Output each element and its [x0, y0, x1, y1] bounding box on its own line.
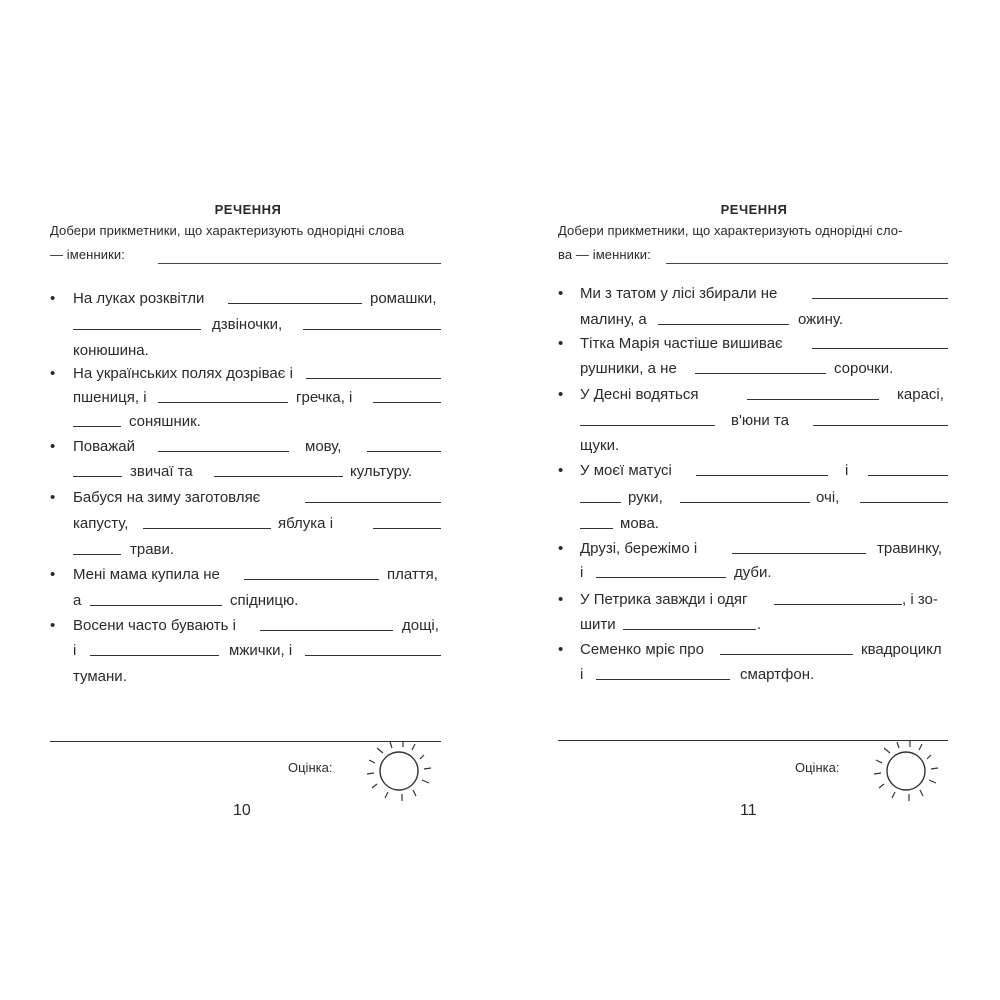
bullet: • — [50, 290, 56, 307]
exercise-text: Мені мама купила не — [73, 566, 220, 583]
bullet: • — [558, 285, 564, 302]
exercise-text: очі, — [816, 489, 840, 506]
answer-blank[interactable] — [696, 475, 828, 476]
bullet: • — [558, 591, 564, 608]
exercise-text: У Десні водяться — [580, 386, 699, 403]
exercise-text: яблука і — [278, 515, 334, 532]
answer-blank[interactable] — [732, 553, 866, 554]
exercise-text: сорочки. — [834, 360, 894, 377]
answer-blank[interactable] — [680, 502, 810, 503]
exercise-text: ромашки, — [370, 290, 437, 307]
exercise-text: На луках розквітли — [73, 290, 205, 307]
answer-blank[interactable] — [580, 502, 621, 503]
page-number: 11 — [740, 802, 757, 819]
exercise-text: культуру. — [350, 463, 413, 480]
exercise-text: пшениця, і — [73, 389, 147, 406]
exercise-text: Друзі, бережімо і — [580, 540, 698, 557]
bullet: • — [50, 365, 56, 382]
answer-blank[interactable] — [596, 577, 726, 578]
exercise-text: , і зо- — [902, 591, 938, 608]
instruction-text: Добери прикметники, що характеризують однорідні сло- — [558, 223, 903, 238]
exercise-text: смартфон. — [740, 666, 815, 683]
answer-blank[interactable] — [774, 604, 902, 605]
exercise-text: гречка, і — [296, 389, 353, 406]
exercise-text: Поважай — [73, 438, 136, 455]
bullet: • — [50, 438, 56, 455]
exercise-text: рушники, а не — [580, 360, 677, 377]
exercise-text: У моєї матусі — [580, 462, 672, 479]
bullet: • — [50, 566, 56, 583]
exercise-text: Восени часто бувають і — [73, 617, 236, 634]
answer-blank[interactable] — [73, 426, 121, 427]
page-number: 10 — [233, 802, 251, 819]
answer-blank[interactable] — [73, 554, 121, 555]
answer-blank[interactable] — [695, 373, 826, 374]
instruction-text: Добери прикметники, що характеризують однорідні слова — [50, 223, 405, 238]
exercise-text: а — [73, 592, 82, 609]
exercise-text: тумани. — [73, 668, 127, 685]
exercise-text: і — [845, 462, 849, 479]
bullet: • — [558, 335, 564, 352]
exercise-text: капусту, — [73, 515, 129, 532]
exercise-text: ожину. — [798, 311, 844, 328]
exercise-text: трави. — [130, 541, 175, 558]
exercise-text: і — [73, 642, 77, 659]
exercise-text: конюшина. — [73, 342, 149, 359]
exercise-text: У Петрика завжди і одяг — [580, 591, 748, 608]
answer-blank[interactable] — [303, 329, 441, 330]
answer-blank[interactable] — [260, 630, 393, 631]
answer-blank[interactable] — [813, 425, 948, 426]
answer-blank[interactable] — [228, 303, 362, 304]
answer-blank[interactable] — [596, 679, 730, 680]
instruction-text: — іменники: — [50, 247, 125, 262]
answer-blank[interactable] — [158, 402, 288, 403]
exercise-text: і — [580, 564, 584, 581]
exercise-text: На українських полях дозріває і — [73, 365, 293, 382]
answer-blank[interactable] — [158, 451, 289, 452]
bullet: • — [558, 540, 564, 557]
exercise-text: руки, — [628, 489, 663, 506]
instruction-text: ва — іменники: — [558, 247, 651, 262]
answer-blank[interactable] — [90, 605, 222, 606]
answer-blank[interactable] — [367, 451, 441, 452]
exercise-text: Семенко мріє про — [580, 641, 704, 658]
page-title: РЕЧЕННЯ — [720, 202, 788, 217]
exercise-text: і — [580, 666, 584, 683]
answer-blank[interactable] — [244, 579, 379, 580]
answer-blank[interactable] — [305, 502, 441, 503]
bullet: • — [558, 386, 564, 403]
exercise-text: плаття, — [387, 566, 438, 583]
bullet: • — [50, 489, 56, 506]
answer-blank[interactable] — [306, 378, 441, 379]
exercise-text: мжички, і — [229, 642, 293, 659]
answer-blank[interactable] — [747, 399, 879, 400]
answer-blank[interactable] — [73, 476, 122, 477]
grade-label: Оцінка: — [795, 760, 840, 775]
bullet: • — [558, 641, 564, 658]
grade-label: Оцінка: — [288, 760, 333, 775]
sun-icon — [355, 738, 439, 804]
exercise-text: травинку, — [877, 540, 943, 557]
answer-blank[interactable] — [623, 629, 756, 630]
answer-blank[interactable] — [373, 528, 441, 529]
answer-blank[interactable] — [812, 298, 948, 299]
exercise-text: . — [757, 616, 762, 633]
exercise-text: малину, а — [580, 311, 647, 328]
sun-icon — [862, 738, 946, 804]
exercise-text: дзвіночки, — [212, 316, 283, 333]
answer-blank[interactable] — [73, 329, 201, 330]
exercise-text: квадроцикл — [861, 641, 942, 658]
exercise-text: соняшник. — [129, 413, 201, 430]
exercise-text: в'юни та — [731, 412, 789, 429]
bullet: • — [558, 462, 564, 479]
answer-blank[interactable] — [143, 528, 271, 529]
exercise-text: мова. — [620, 515, 659, 532]
exercise-text: мову, — [305, 438, 342, 455]
exercise-text: спідницю. — [230, 592, 299, 609]
answer-blank[interactable] — [214, 476, 343, 477]
instruction-underline — [666, 263, 948, 264]
answer-blank[interactable] — [860, 502, 948, 503]
exercise-text: Бабуся на зиму заготовляє — [73, 489, 261, 506]
answer-blank[interactable] — [373, 402, 441, 403]
exercise-text: дощі, — [402, 617, 439, 634]
exercise-text: щуки. — [580, 437, 620, 454]
exercise-text: звичаї та — [130, 463, 193, 480]
instruction-underline — [158, 263, 441, 264]
answer-blank[interactable] — [812, 348, 948, 349]
answer-blank[interactable] — [658, 324, 789, 325]
answer-blank[interactable] — [580, 425, 715, 426]
answer-blank[interactable] — [90, 655, 219, 656]
exercise-text: карасі, — [897, 386, 944, 403]
answer-blank[interactable] — [868, 475, 948, 476]
answer-blank[interactable] — [305, 655, 441, 656]
exercise-text: Тітка Марія частіше вишиває — [580, 335, 783, 352]
exercise-text: шити — [580, 616, 616, 633]
answer-blank[interactable] — [580, 528, 613, 529]
exercise-text: дуби. — [734, 564, 772, 581]
exercise-text: Ми з татом у лісі збирали не — [580, 285, 778, 302]
page-title: РЕЧЕННЯ — [214, 202, 282, 217]
answer-blank[interactable] — [720, 654, 853, 655]
right-page — [500, 0, 1000, 1000]
bullet: • — [50, 617, 56, 634]
